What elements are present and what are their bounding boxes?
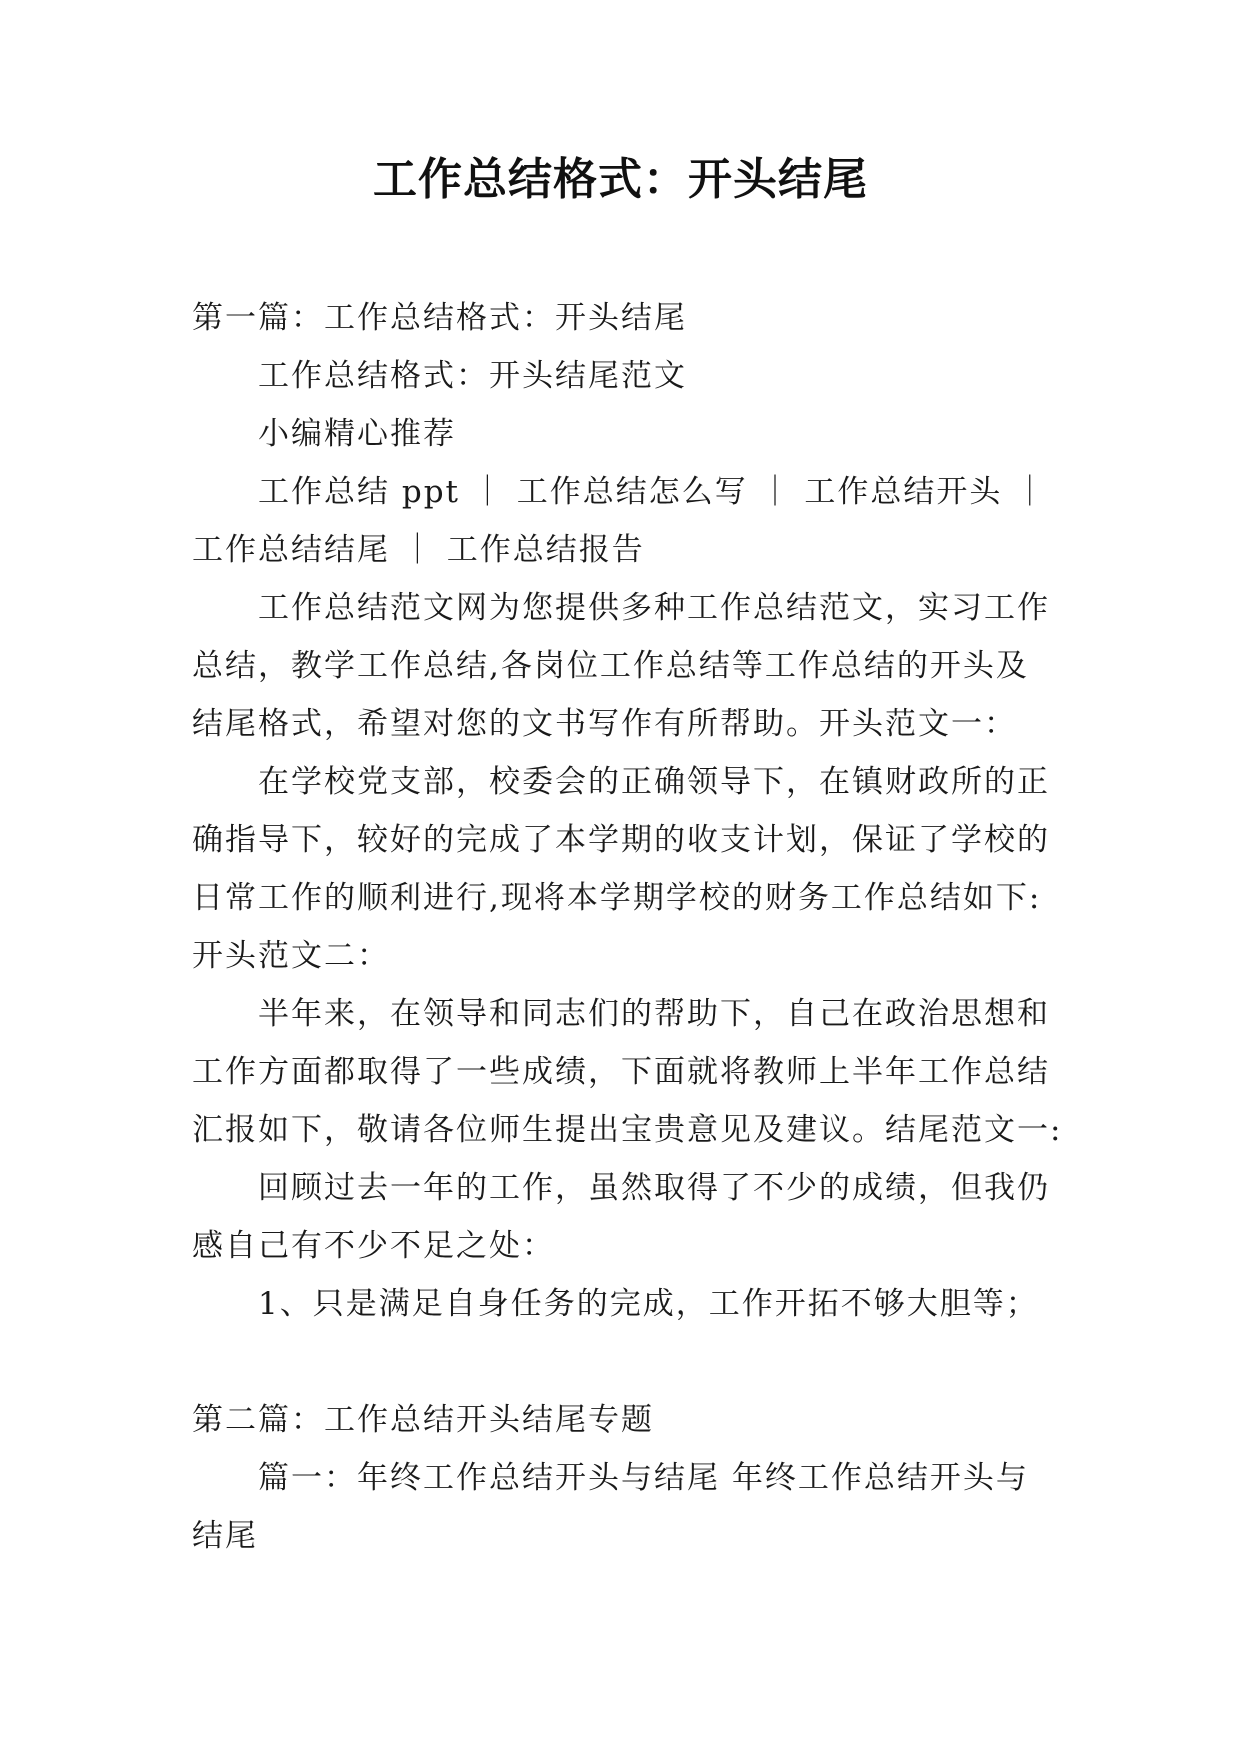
paragraph-line: 工作总结范文网为您提供多种工作总结范文，实习工作 (258, 590, 1050, 626)
paragraph-line: 在学校党支部，校委会的正确领导下，在镇财政所的正 (258, 764, 1050, 800)
paragraph-line: 结尾 (192, 1518, 258, 1554)
paragraph-line: 半年来，在领导和同志们的帮助下，自己在政治思想和 (258, 996, 1050, 1032)
link-list-line: 工作总结结尾 ｜ 工作总结报告 (192, 532, 645, 568)
paragraph-line: 感自己有不少不足之处： (192, 1228, 555, 1264)
document-body (192, 289, 1063, 1565)
paragraph-line: 总结，教学工作总结,各岗位工作总结等工作总结的开头及 (192, 648, 1029, 684)
paragraph-line: 日常工作的顺利进行,现将本学期学校的财务工作总结如下: (192, 880, 1042, 916)
paragraph-line: 结尾格式，希望对您的文书写作有所帮助。开头范文一： (192, 706, 1017, 742)
paragraph-line: 回顾过去一年的工作，虽然取得了不少的成绩，但我仍 (258, 1170, 1050, 1206)
section-heading-2: 第二篇：工作总结开头结尾专题 (192, 1402, 654, 1438)
section-heading-1: 第一篇：工作总结格式：开头结尾 (192, 300, 687, 336)
paragraph-line: 开头范文二： (192, 938, 390, 974)
list-item: 1、只是满足自身任务的完成，工作开拓不够大胆等； (258, 1286, 1039, 1322)
paragraph-line: 确指导下，较好的完成了本学期的收支计划，保证了学校的 (192, 822, 1050, 858)
link-list-line: 工作总结 ppt ｜ 工作总结怎么写 ｜ 工作总结开头 ｜ (258, 474, 1048, 510)
paragraph-line: 汇报如下，敬请各位师生提出宝贵意见及建议。结尾范文一: (192, 1112, 1063, 1148)
document-title: 工作总结格式：开头结尾 (373, 154, 868, 205)
paragraph-line: 工作方面都取得了一些成绩，下面就将教师上半年工作总结 (192, 1054, 1050, 1090)
paragraph-line: 小编精心推荐 (258, 416, 456, 452)
paragraph-line: 篇一：年终工作总结开头与结尾 年终工作总结开头与 (258, 1460, 1029, 1496)
paragraph-line: 工作总结格式：开头结尾范文 (258, 358, 687, 394)
